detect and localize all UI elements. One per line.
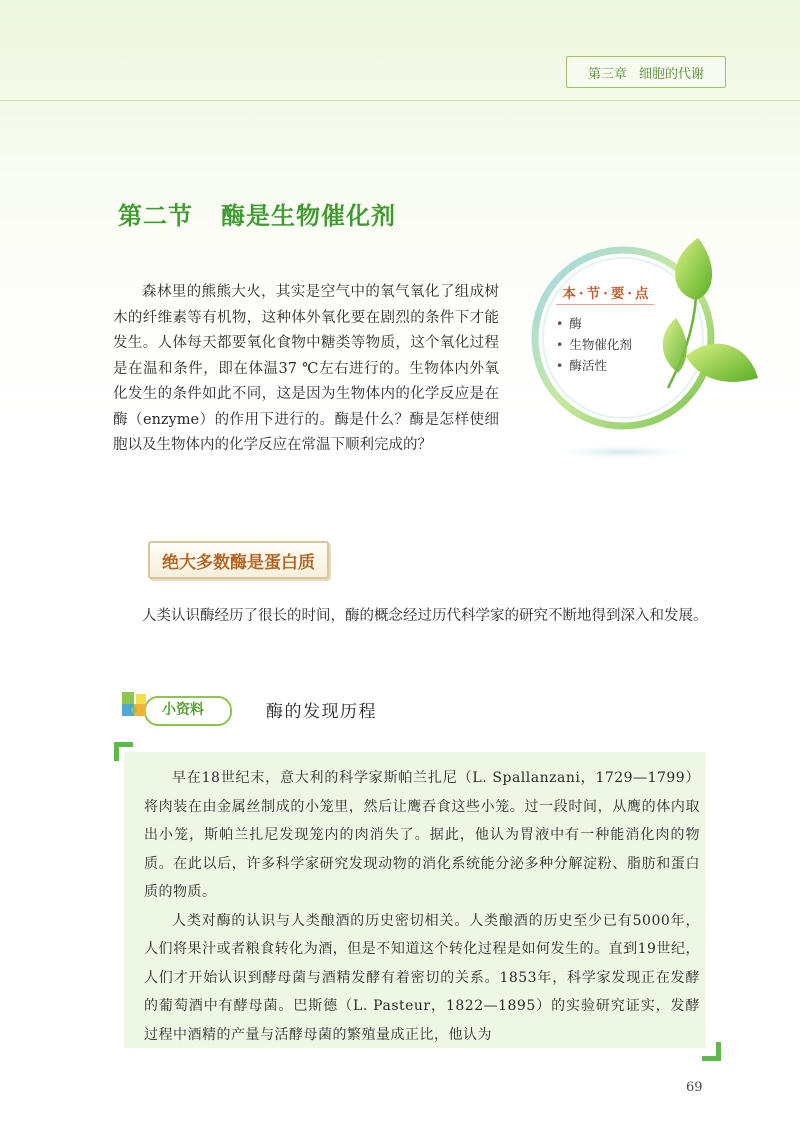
chapter-header-tag [566, 56, 726, 88]
subsection-heading: 绝大多数酶是蛋白质 [148, 541, 329, 579]
info-badge [116, 690, 228, 726]
key-point-item: • 生物催化剂 [556, 334, 632, 355]
info-paragraph: 早在18世纪末，意大利的科学家斯帕兰扎尼（L. Spallanzani，1729—1799）将肉装在由金属丝制成的小笼里，然后让鹰吞食这些小笼。过一段时间，从鹰的体内取出小笼，斯帕兰扎尼发现笼内的肉消失了。据此，他认为胃液中有一种能消化肉的物质。在此以后，许多科学家研究发现动物的消化系统能分泌多种分解淀粉、脂肪和蛋白质的物质。 [144, 770, 700, 900]
section-number: 第二节 [118, 202, 193, 230]
header-divider [0, 100, 800, 101]
info-box-corner-bottom-right [702, 1042, 721, 1061]
puzzle-icon [118, 690, 158, 726]
key-point-item: • 酶 [556, 313, 632, 334]
info-paragraph: 人类对酶的认识与人类酿酒的历史密切相关。人类酿酒的历史至少已有5000年，人们将果汁或者粮食转化为酒，但是不知道这个转化过程是如何发生的。直到19世纪，人们才开始认识到酵母菌与酒精发酵有着密切的关系。1853年，科学家发现正在发酵的葡萄酒中有酵母菌。巴斯德（L. Pasteur，1822—1895）的实验研究证实，发酵过程中酒精的产量与活酵母菌的繁殖量成正比，他认为 [144, 912, 700, 1043]
page-number: 69 [686, 1080, 703, 1095]
key-point-item: • 酶活性 [556, 355, 632, 376]
info-box-text [144, 764, 700, 1049]
intro-paragraph: 森林里的熊熊大火，其实是空气中的氧气氧化了组成树木的纤维素等有机物，这种体外氧化要在剧烈的条件下才能发生。人体每天都要氧化食物中糖类等物质，这个氧化过程是在温和条件，即在体温37 ℃左右进行的。生物体内外氧化发生的条件如此不同，这是因为生物体内的化学反应是在酶（enzyme）的作用下进行的。酶是什么？酶是怎样使细胞以及生物体内的化学反应在常温下顺利完成的？ [113, 284, 499, 453]
info-badge-label: 小资料 [162, 702, 204, 718]
key-points-divider [556, 304, 654, 305]
section-title [118, 196, 396, 231]
section-name: 酶是生物催化剂 [221, 202, 396, 230]
subsection-paragraph: 人类认识酶经历了很长的时间，酶的概念经过历代科学家的研究不断地得到深入和发展。 [142, 608, 708, 624]
chapter-number: 第三章 [587, 66, 627, 82]
chapter-title: 细胞的代谢 [639, 66, 705, 82]
info-box-corner-top-left [114, 742, 133, 761]
key-points-title: 本·节·要·点 [562, 286, 652, 302]
key-points-list [556, 313, 632, 376]
info-heading: 酶的发现历程 [266, 702, 377, 722]
